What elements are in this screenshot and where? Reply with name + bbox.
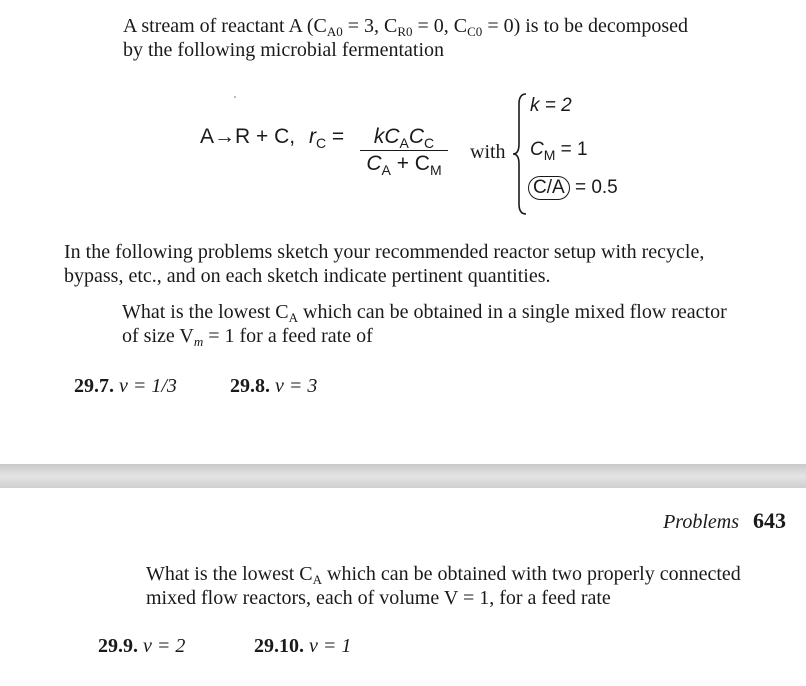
problem-29-9: 29.9. v = 2	[98, 635, 186, 657]
with-label: with	[470, 141, 506, 163]
question-line-2: of size $V_m = 1$ for a feed rate of	[122, 325, 373, 349]
rate-numerator: $kC_AC_C$	[373, 125, 435, 151]
rate-fraction	[360, 125, 448, 178]
problem-29-10: 29.10. v = 1	[254, 635, 352, 657]
circled-ratio: C/A	[528, 176, 570, 200]
question2-line-1: What is the lowest $C_A$ which can be obtained with two properly connected	[146, 563, 741, 587]
condition-k: k = 2	[530, 95, 572, 116]
instruction-line-1: In the following problems sketch your recommended reactor setup with recycle,	[64, 241, 705, 263]
scan-dot	[234, 96, 236, 98]
problem-29-7: 29.7. v = 1/3	[74, 375, 177, 397]
question2-line-2: mixed flow reactors, each of volume V = 1, for a feed rate	[146, 587, 611, 609]
question-line-1: What is the lowest $C_A$ which can be obtained in a single mixed flow reactor	[122, 301, 727, 325]
instruction-line-2: bypass, etc., and on each sketch indicate pertinent quantities.	[64, 265, 551, 287]
condition-ratio: C/A = 0.5	[528, 176, 618, 200]
rate-denominator: $C_A + C_M$	[366, 152, 442, 178]
condition-cm: $C_M = 1$	[530, 139, 588, 163]
reaction-equation: A→R + C, $r_C$ =	[200, 125, 345, 151]
left-brace-icon	[510, 92, 530, 216]
intro-line-1: A stream of reactant A ($C_{A0} = 3$, $C_{R0} = 0$, $C_{C0} = 0$) is to be decomposed	[123, 15, 688, 39]
page-separator	[0, 464, 806, 488]
page-header: Problems 643	[663, 508, 786, 533]
intro-line-2: by the following microbial fermentation	[123, 39, 445, 61]
problem-29-8: 29.8. v = 3	[230, 375, 318, 397]
